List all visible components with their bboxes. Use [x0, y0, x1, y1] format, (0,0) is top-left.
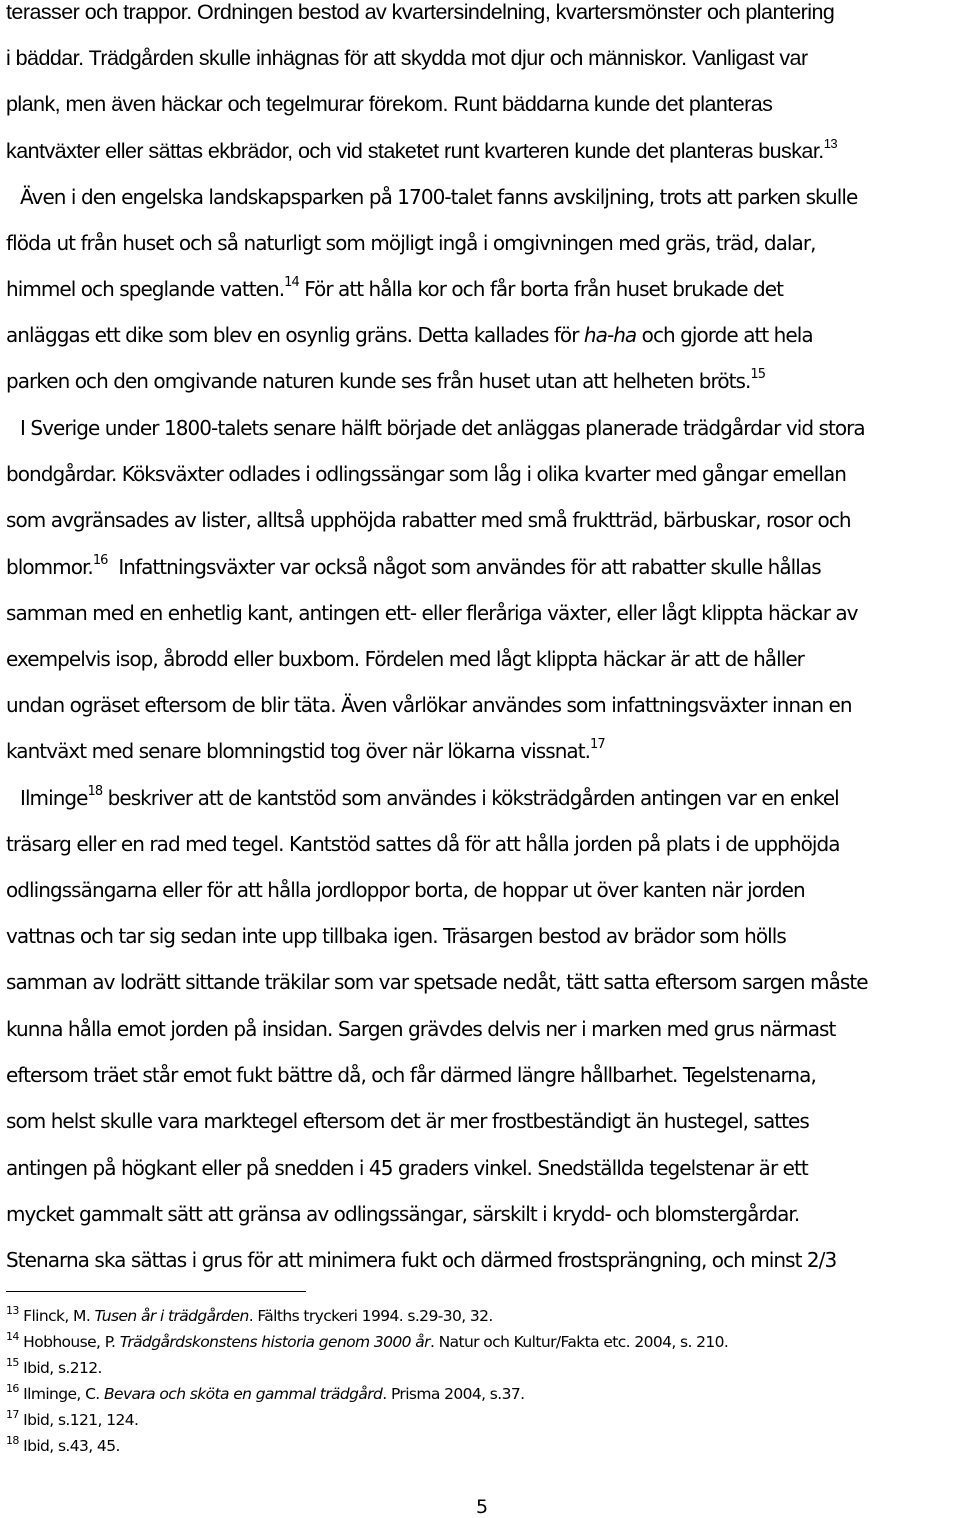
text-line: som avgränsades av lister, alltså upphöjda rabatter med små fruktträd, bärbuskar, rosor och [6, 508, 851, 532]
footnote-ref: 18 [87, 784, 103, 799]
text-line: undan ogräset eftersom de blir täta. Även vårlökar användes som infattningsväxter innan en [6, 693, 852, 717]
text-line: samman av lodrätt sittande träkilar som var spetsade nedåt, tätt satta eftersom sargen måste [6, 970, 868, 994]
text-line: kantväxt med senare blomningstid tog över när lökarna vissnat.$^{17}$ [6, 737, 605, 763]
footnote: $^{17}$ Ibid, s.121, 124. [6, 1408, 139, 1429]
text-line: eftersom träet står emot fukt bättre då, och får därmed längre hållbarhet. Tegelstenarna, [6, 1063, 816, 1087]
footnote-separator [6, 1291, 306, 1292]
text-line: plank, men även häckar och tegelmurar förekom. Runt bäddarna kunde det planteras [6, 92, 773, 116]
footnote: $^{14}$ Hobhouse, P. Trädgårdskonstens historia genom 3000 år. Natur och Kultur/Fakta etc. 2004, s. 210. [6, 1330, 729, 1351]
text-line: bondgårdar. Köksväxter odlades i odlingssängar som låg i olika kvarter med gångar emellan [6, 462, 847, 486]
footnote-ref: 16 [92, 553, 108, 568]
text-line: flöda ut från huset och så naturligt som möjligt ingå i omgivningen med gräs, träd, dalar, [6, 231, 816, 255]
text-line: mycket gammalt sätt att gränsa av odlingssängar, särskilt i krydd- och blomstergårdar. [6, 1202, 800, 1226]
text-line: antingen på högkant eller på snedden i 45 graders vinkel. Snedställda tegelstenar är ett [6, 1156, 808, 1180]
footnote: $^{18}$ Ibid, s.43, 45. [6, 1434, 120, 1455]
text-line: kantväxter eller sättas ekbrädor, och vid staketet runt kvarteren kunde det planteras buskar.$^{13}$ [6, 136, 838, 163]
footnote: $^{13}$ Flinck, M. Tusen år i trädgården. Fälths tryckeri 1994. s.29-30, 32. [6, 1304, 493, 1325]
text-line: odlingssängarna eller för att hålla jordloppor borta, de hoppar ut över kanten när jorden [6, 878, 805, 902]
text-line: samman med en enhetlig kant, antingen ett- eller fleråriga växter, eller lågt klippta häckar av [6, 601, 858, 625]
text-line: kunna hålla emot jorden på insidan. Sargen grävdes delvis ner i marken med grus närmast [6, 1017, 836, 1041]
text-line: träsarg eller en rad med tegel. Kantstöd sattes då för att hålla jorden på plats i de upphöjda [6, 832, 840, 856]
text-line: Stenarna ska sättas i grus för att minimera fukt och därmed frostsprängning, och minst 2/3 [6, 1248, 837, 1272]
footnote: $^{15}$ Ibid, s.212. [6, 1356, 102, 1377]
footnote-ref: 15 [750, 367, 766, 382]
text-line: blommor.$^{16}$ Infattningsväxter var också något som användes för att rabatter skulle hållas [6, 553, 821, 579]
text-line: exempelvis isop, åbrodd eller buxbom. Fördelen med lågt klippta häckar är att de håller [6, 647, 804, 671]
text-line: Även i den engelska landskapsparken på 1700-talet fanns avskiljning, trots att parken skulle [20, 185, 858, 209]
page-number: 5 [476, 1496, 489, 1518]
text-line: vattnas och tar sig sedan inte upp tillbaka igen. Träsargen bestod av brädor som hölls [6, 924, 786, 948]
text-line: anläggas ett dike som blev en osynlig gräns. Detta kallades för ha-ha och gjorde att hela [6, 323, 813, 347]
text-line: i bäddar. Trädgården skulle inhägnas för att skydda mot djur och människor. Vanligast var [6, 46, 808, 70]
text-line: som helst skulle vara marktegel eftersom det är mer frostbeständigt än hustegel, sattes [6, 1109, 809, 1133]
footnote-ref: 14 [284, 275, 299, 290]
footnote-ref: 17 [590, 737, 605, 752]
text-line: himmel och speglande vatten.$^{14}$ För att hålla kor och får borta från huset brukade det [6, 275, 784, 301]
text-line: parken och den omgivande naturen kunde ses från huset utan att helheten bröts.$^{15}$ [6, 367, 766, 393]
text-line: Ilminge$^{18}$ beskriver att de kantstöd som användes i köksträdgården antingen var en enkel [20, 784, 839, 810]
text-line: terasser och trappor. Ordningen bestod av kvartersindelning, kvartersmönster och plantering [6, 0, 835, 24]
text-line: I Sverige under 1800-talets senare hälft började det anläggas planerade trädgårdar vid stora [20, 416, 865, 440]
footnote-ref: 13 [823, 136, 838, 151]
footnote: $^{16}$ Ilminge, C. Bevara och sköta en gammal trädgård. Prisma 2004, s.37. [6, 1382, 525, 1403]
